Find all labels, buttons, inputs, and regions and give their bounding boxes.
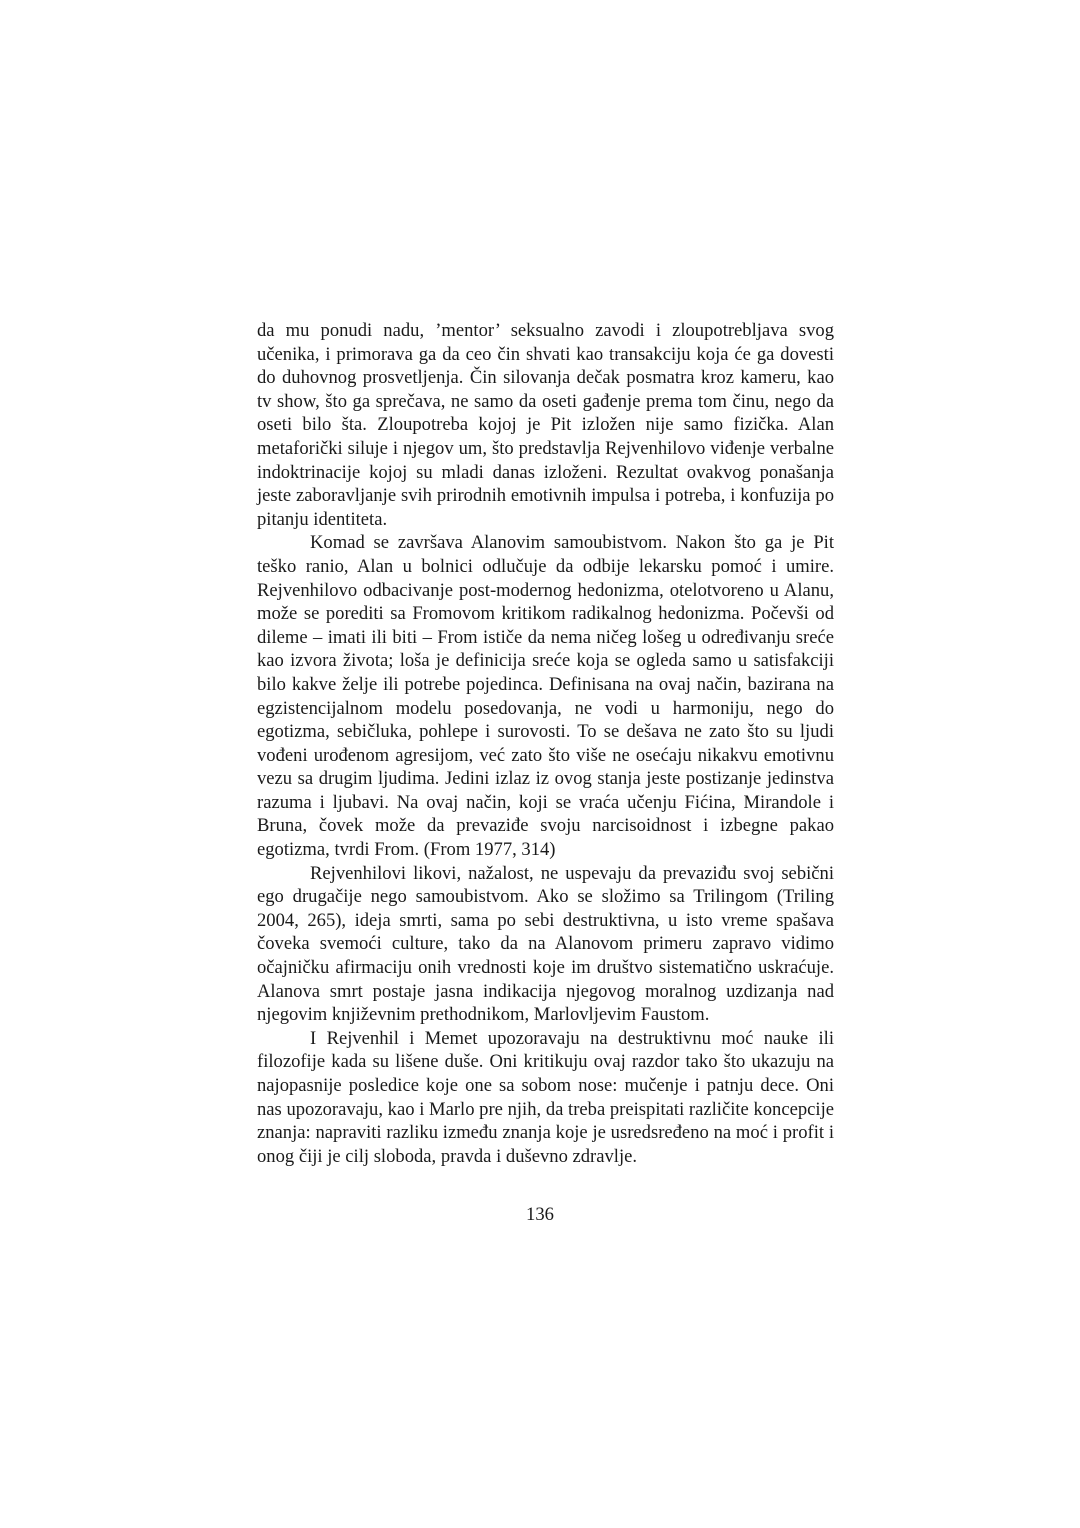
page-number: 136: [526, 1204, 554, 1225]
paragraph-conclusion: I Rejvenhil i Memet upozoravaju na destruktivnu moć nauke ili filozofije kada su lišene duše. Oni kritikuju ovaj razdor tako što ukazuju na najopasnije posledice koje one sa sobom nose: mučenje i patnju dece. Oni nas upozoravaju, kao i Marlo pre njih, da treba preispitati različite koncepcije znanja: napraviti razliku između znanja koje je usredsređeno na moć i profit i onog čiji je cilj sloboda, pravda i duševno zdravlje.: [257, 1027, 834, 1167]
body-text: [257, 319, 834, 1168]
paragraph-suicide-hedonism: Komad se završava Alanovim samoubistvom. Nakon što ga je Pit teško ranio, Alan u bolnici odlučuje da odbije lekarsku pomoć i umire. Rejvenhilovo odbacivanje post-modernog hedonizma, otelotvoreno u Alanu, može se porediti sa Fromovom kritikom radikalnog hedonizma. Počevši od dileme – imati ili biti – From ističe da nema ničeg lošeg u određivanju sreće kao izvora života; loša je definicija sreće koja se ogleda samo u satisfakciji bilo kakve želje ili potrebe pojedinca. Definisana na ovaj način, bazirana na egzistencijalnom modelu posedovanja, ne vodi u harmoniju, nego do egotizma, sebičluka, pohlepe i surovosti. To se dešava ne zato što su ljudi vođeni urođenom agresijom, već zato što više ne osećaju nikakvu emotivnu vezu sa drugim ljudima. Jedini izlaz iz ovog stanja jeste postizanje jedinstva razuma i ljubavi. Na ovaj način, koji se vraća učenju Fićina, Mirandole i Bruna, čovek može da prevaziđe svoju narcisoidnost i izbegne pakao egotizma, tvrdi From. (From 1977, 314): [257, 532, 834, 861]
paragraph-characters-ego: Rejvenhilovi likovi, nažalost, ne uspevaju da prevaziđu svoj sebični ego drugačije nego samoubistvom. Ako se složimo sa Trilingom (Triling 2004, 265), ideja smrti, sama po sebi destruktivna, u isto vreme spašava čoveka svemoći culture, tako da na Alanovom primeru zapravo vidimo očajničku afirmaciju onih vrednosti koje im društvo sistematično uskraćuje. Alanova smrt postaje jasna indikacija njegovog moralnog uzdizanja nad njegovim književnim prethodnikom, Marlovljevim Faustom.: [257, 862, 834, 1026]
paragraph-continuation: da mu ponudi nadu, ’mentor’ seksualno zavodi i zloupotrebljava svog učenika, i primorava ga da ceo čin shvati kao transakciju koja će ga dovesti do duhovnog prosvetljenja. Čin silovanja dečak posmatra kroz kameru, kao tv show, što ga sprečava, ne samo da oseti gađenje prema tom činu, nego da oseti bilo šta. Zloupotreba kojoj je Pit izložen nije samo fizička. Alan metaforički siluje i njegov um, što predstavlja Rejvenhilovo viđenje verbalne indoktrinacije kojoj su mladi danas izloženi. Rezultat ovakvog ponašanja jeste zaboravljanje svih prirodnih emotivnih impulsa i potreba, i konfuzija po pitanju identiteta.: [257, 320, 834, 530]
